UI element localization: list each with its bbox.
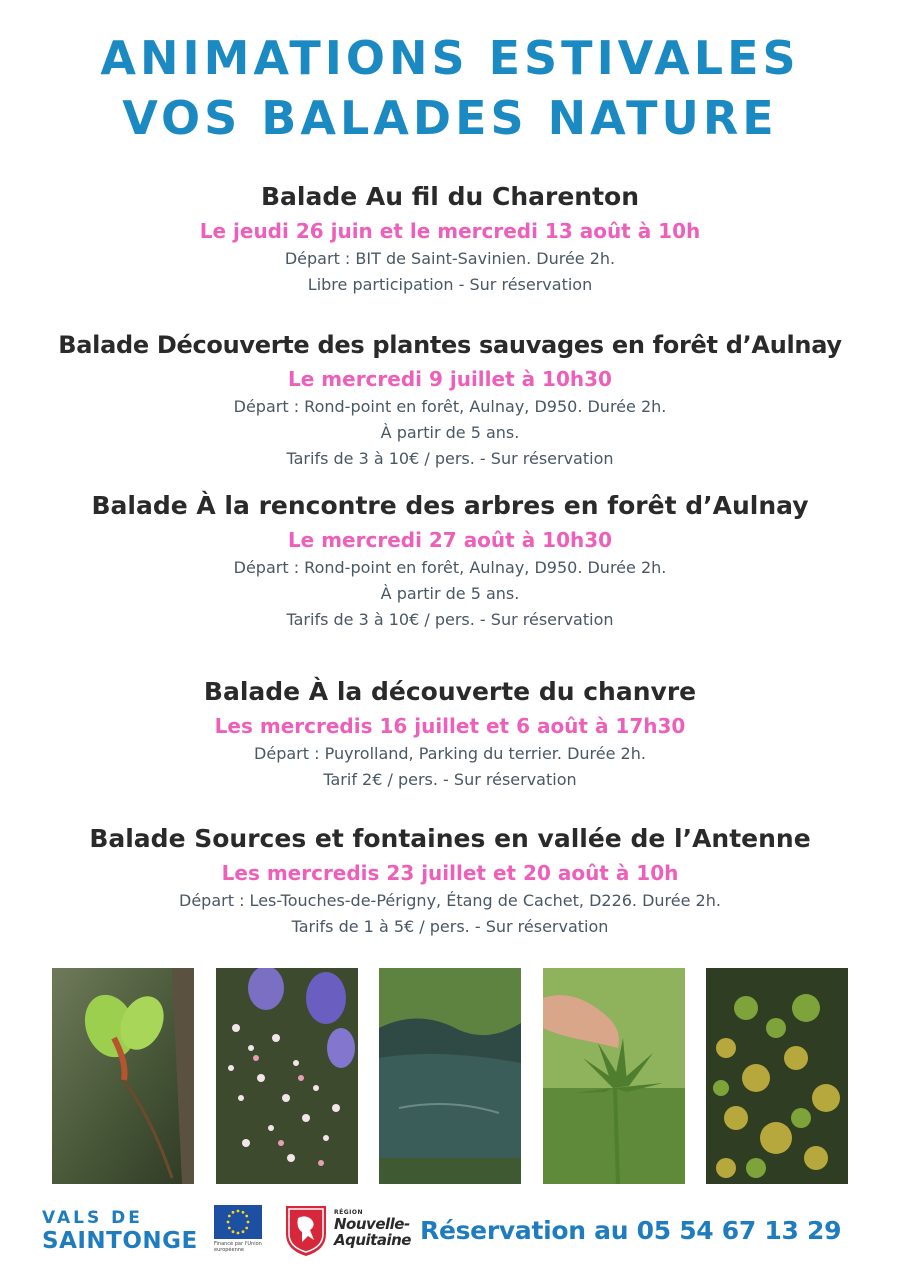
footer bbox=[0, 1200, 900, 1274]
event-info: Départ : Rond-point en forêt, Aulnay, D950. Durée 2h. bbox=[233, 558, 667, 577]
eu-logo bbox=[214, 1205, 262, 1253]
event-info: Départ : Puyrolland, Parking du terrier. Durée 2h. bbox=[254, 744, 646, 763]
event-title: Balade Sources et fontaines en vallée de l’Antenne bbox=[89, 824, 811, 853]
reservation-phone: Réservation au 05 54 67 13 29 bbox=[420, 1216, 842, 1245]
eu-caption: Financé par l'Union européenne bbox=[214, 1241, 262, 1253]
event-info: À partir de 5 ans. bbox=[380, 423, 520, 442]
vals-de-saintonge-logo bbox=[42, 1210, 198, 1253]
photo-beech-bud bbox=[52, 968, 194, 1184]
event-info: Libre participation - Sur réservation bbox=[307, 275, 593, 294]
photo-wildflowers bbox=[216, 968, 358, 1184]
poster-header bbox=[0, 28, 900, 148]
event-info: Tarifs de 1 à 5€ / pers. - Sur réservation bbox=[291, 917, 609, 936]
event-info: Tarifs de 3 à 10€ / pers. - Sur réservation bbox=[286, 610, 614, 629]
photo-moss bbox=[706, 968, 848, 1184]
event-date: Les mercredis 16 juillet et 6 août à 17h30 bbox=[214, 714, 686, 738]
event-info: Tarifs de 3 à 10€ / pers. - Sur réservation bbox=[286, 449, 614, 468]
event-chanvre bbox=[0, 675, 900, 793]
region-label: RÉGION bbox=[334, 1209, 363, 1216]
photo-pond bbox=[379, 968, 521, 1184]
event-info: Départ : Rond-point en forêt, Aulnay, D950. Durée 2h. bbox=[233, 397, 667, 416]
region-name-1: Nouvelle- bbox=[334, 1215, 410, 1233]
header-line-1: ANIMATIONS ESTIVALES bbox=[100, 31, 800, 85]
header-line-2: VOS BALADES NATURE bbox=[122, 91, 778, 145]
eu-flag-icon bbox=[214, 1205, 262, 1239]
region-nouvelle-aquitaine-logo bbox=[284, 1204, 411, 1256]
photo-strip bbox=[52, 968, 848, 1184]
photo-hemp-hand bbox=[543, 968, 685, 1184]
event-date: Le mercredi 9 juillet à 10h30 bbox=[288, 367, 612, 391]
event-plantes-sauvages bbox=[0, 328, 900, 472]
event-date: Le jeudi 26 juin et le mercredi 13 août à 10h bbox=[199, 219, 701, 243]
event-title: Balade À la découverte du chanvre bbox=[203, 677, 697, 706]
event-info: Départ : Les-Touches-de-Périgny, Étang de Cachet, D226. Durée 2h. bbox=[179, 891, 721, 910]
event-date: Le mercredi 27 août à 10h30 bbox=[287, 528, 613, 552]
event-title: Balade À la rencontre des arbres en forêt d’Aulnay bbox=[91, 491, 809, 520]
event-title: Balade Au fil du Charenton bbox=[261, 182, 639, 211]
lion-shield-icon bbox=[284, 1204, 328, 1258]
logo-line-1: VALS DE bbox=[42, 1208, 143, 1228]
event-arbres bbox=[0, 489, 900, 633]
event-charenton bbox=[0, 180, 900, 298]
event-title: Balade Découverte des plantes sauvages en forêt d’Aulnay bbox=[58, 331, 842, 359]
region-name-2: Aquitaine bbox=[334, 1231, 411, 1249]
event-date: Les mercredis 23 juillet et 20 août à 10h bbox=[221, 861, 679, 885]
event-info: Départ : BIT de Saint-Savinien. Durée 2h. bbox=[284, 249, 616, 268]
logo-line-2: SAINTONGE bbox=[42, 1228, 198, 1254]
event-info: Tarif 2€ / pers. - Sur réservation bbox=[323, 770, 577, 789]
event-info: À partir de 5 ans. bbox=[380, 584, 520, 603]
event-sources-fontaines bbox=[0, 822, 900, 940]
